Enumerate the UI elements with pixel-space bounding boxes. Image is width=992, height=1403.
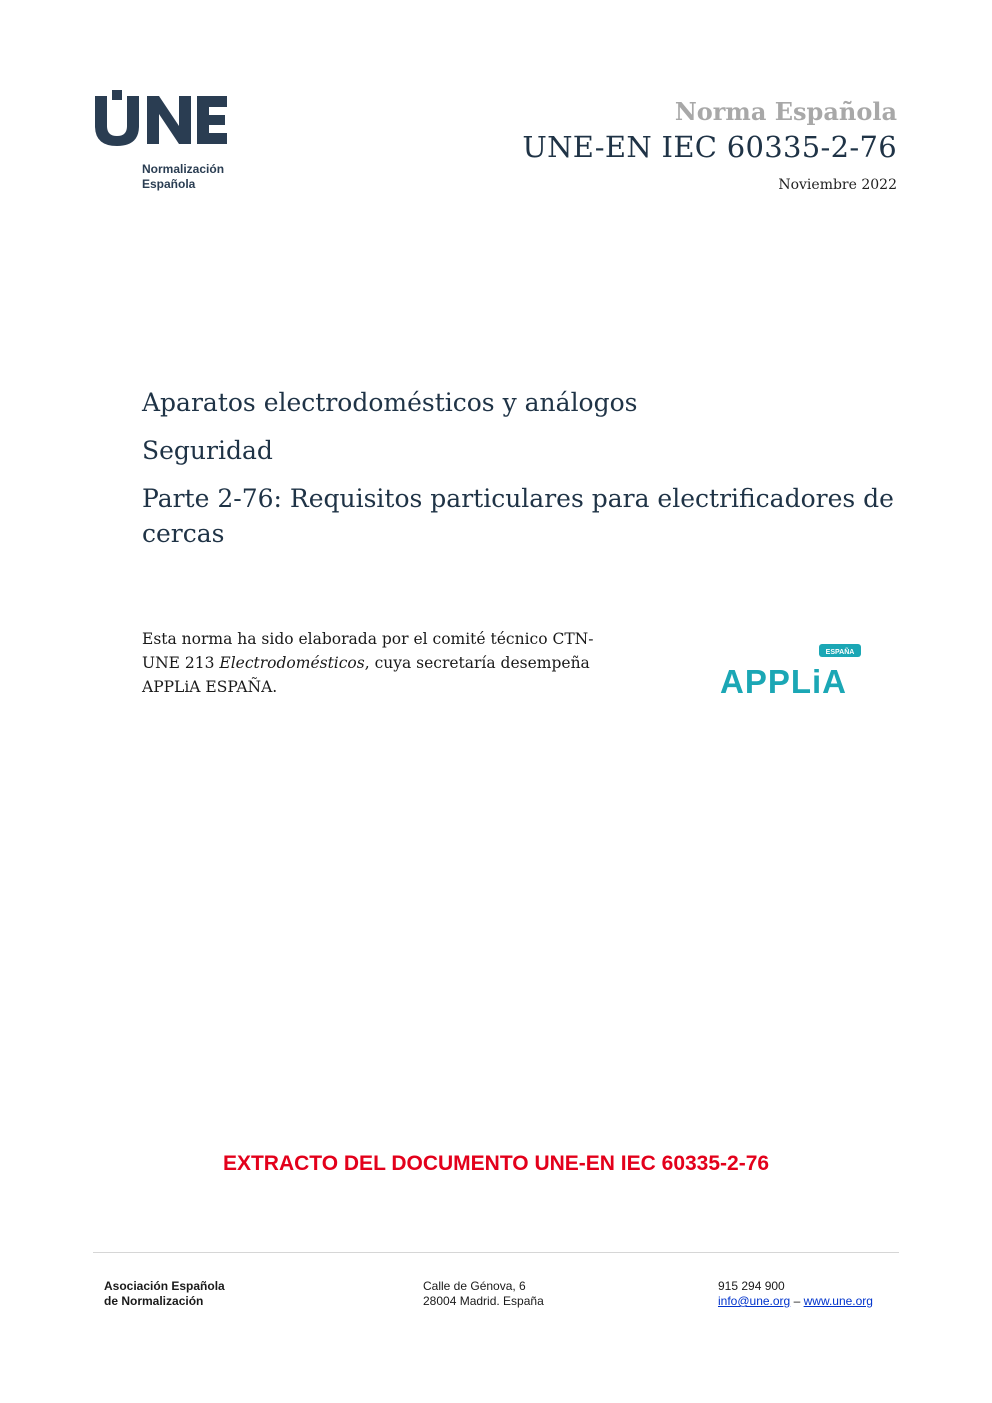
footer-separator: – xyxy=(793,1294,801,1308)
footer-phone: 915 294 900 xyxy=(718,1279,785,1293)
publication-date: Noviembre 2022 xyxy=(778,177,897,193)
website-link[interactable]: www.une.org xyxy=(803,1294,873,1308)
committee-text-part2: , cuya secretaría desempeña APPLiA ESPAÑA. xyxy=(142,654,590,696)
footer-address-line2: 28004 Madrid. España xyxy=(423,1294,544,1308)
email-link[interactable]: info@une.org xyxy=(718,1294,791,1308)
document-titles xyxy=(142,385,902,551)
footer-org-line1: Asociación Española xyxy=(104,1279,225,1293)
une-logo-mark xyxy=(93,90,233,150)
committee-text-part1: Esta norma ha sido elaborada por el comité técnico CTN-UNE 213 xyxy=(142,630,594,672)
une-subtitle-line1: Normalización xyxy=(142,162,225,176)
footer-organization xyxy=(104,1279,225,1309)
footer-address-line1: Calle de Génova, 6 xyxy=(423,1279,526,1293)
title-line-1: Aparatos electrodomésticos y análogos xyxy=(142,388,638,417)
committee-statement xyxy=(142,627,612,699)
une-logo-subtitle xyxy=(142,162,224,192)
footer-org-line2: de Normalización xyxy=(104,1294,204,1308)
committee-name: Electrodomésticos xyxy=(219,654,365,672)
standard-header xyxy=(522,96,897,194)
applia-logo xyxy=(718,643,866,699)
footer-divider xyxy=(93,1252,899,1253)
footer-contact xyxy=(718,1279,873,1309)
title-line-3: Parte 2-76: Requisitos particulares para electrificadores de cercas xyxy=(142,484,894,548)
extract-notice: EXTRACTO DEL DOCUMENTO UNE-EN IEC 60335-2-76 xyxy=(222,1152,770,1175)
applia-logo-mark xyxy=(718,643,866,699)
norma-code: UNE-EN IEC 60335-2-76 xyxy=(522,130,897,164)
footer-links xyxy=(718,1294,873,1309)
une-subtitle-line2: Española xyxy=(142,177,196,191)
norma-label: Norma Española xyxy=(674,97,897,126)
applia-badge-text: ESPAÑA xyxy=(825,649,855,656)
footer-address xyxy=(423,1279,544,1309)
applia-text: APPLiA xyxy=(720,663,848,699)
title-line-2: Seguridad xyxy=(142,436,273,465)
